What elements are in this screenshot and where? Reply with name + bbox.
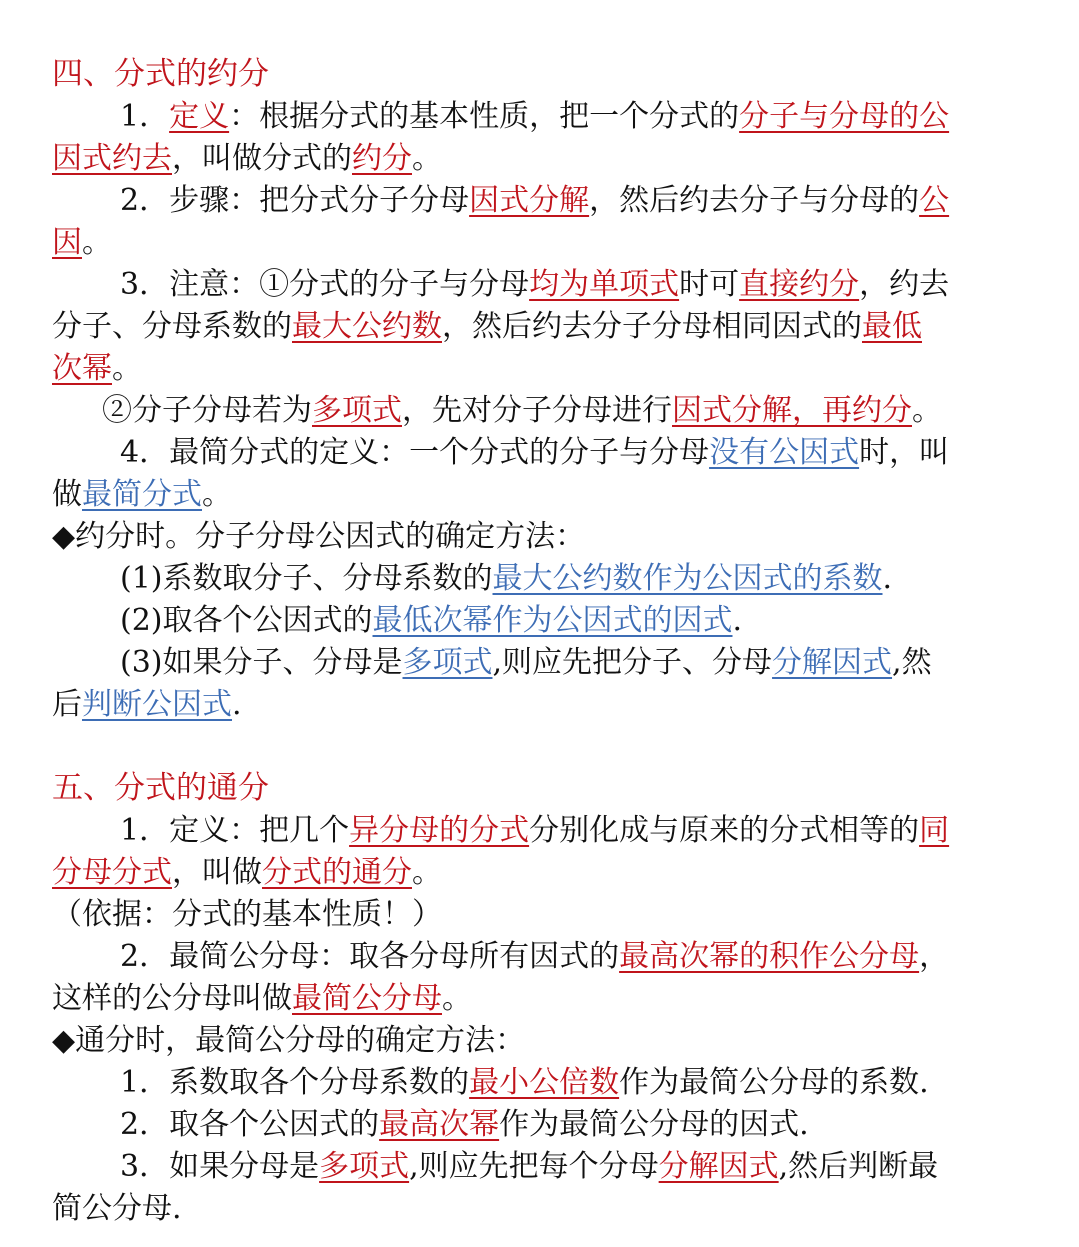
s5-line-8: 2．取各个公因式的最高次幂作为最简公分母的因式. xyxy=(120,1107,809,1142)
s5-line-7: 1．系数取各个分母系数的最小公倍数作为最简公分母的系数. xyxy=(120,1065,929,1100)
highlight-red: 多项式 xyxy=(312,393,402,428)
s5-line-10: 简公分母. xyxy=(52,1191,182,1226)
s4-line-2: 因式约去，叫做分式的约分。 xyxy=(52,141,442,176)
highlight-red: 分式的通分 xyxy=(262,855,412,890)
s4-line-15: 后判断公因式. xyxy=(52,687,242,722)
s4-line-6: 分子、分母系数的最大公约数，然后约去分子分母相同因式的最低 xyxy=(52,309,922,344)
highlight-red: 公 xyxy=(919,183,950,218)
s5-line-2: 分母分式，叫做分式的通分。 xyxy=(52,855,442,890)
s4-line-3: 2．步骤：把分式分子分母因式分解，然后约去分子与分母的公 xyxy=(120,183,950,218)
highlight-blue: 多项式 xyxy=(402,645,493,680)
highlight-red: 分母分式 xyxy=(52,855,172,890)
s4-method-heading: ◆约分时。分子分母公因式的确定方法： xyxy=(52,519,586,554)
s5-basis-note: （依据：分式的基本性质！） xyxy=(52,897,442,932)
highlight-red: 最高次幂 xyxy=(379,1107,500,1142)
highlight-red: 因式分解，再约分 xyxy=(672,393,912,428)
s5-line-1: 1．定义：把几个异分母的分式分别化成与原来的分式相等的同 xyxy=(120,813,950,848)
highlight-red: 最低 xyxy=(862,309,922,344)
highlight-red: 最小公倍数 xyxy=(469,1065,620,1100)
highlight-blue: 最简分式 xyxy=(82,477,202,512)
highlight-red: 直接约分 xyxy=(739,267,860,302)
highlight-red: 异分母的分式 xyxy=(349,813,530,848)
highlight-red: 因 xyxy=(52,225,82,260)
s4-line-10: 做最简分式。 xyxy=(52,477,232,512)
highlight-red: 最高次幂的积作公分母 xyxy=(619,939,920,974)
term-definition: 定义 xyxy=(169,99,230,134)
s5-line-9: 3．如果分母是多项式,则应先把每个分母分解因式,然后判断最 xyxy=(120,1149,939,1184)
highlight-red: 最简公分母 xyxy=(292,981,442,1016)
s4-line-5: 3．注意：①分式的分子与分母均为单项式时可直接约分，约去 xyxy=(120,267,950,302)
s4-line-7: 次幂。 xyxy=(52,351,142,386)
s4-line-8: ②分子分母若为多项式，先对分子分母进行因式分解，再约分。 xyxy=(102,393,942,428)
s5-line-5: 这样的公分母叫做最简公分母。 xyxy=(52,981,472,1016)
highlight-red: 同 xyxy=(919,813,950,848)
highlight-blue: 判断公因式 xyxy=(82,687,232,722)
highlight-red: 次幂 xyxy=(52,351,112,386)
s4-line-12: (1)系数取分子、分母系数的最大公约数作为公因式的系数. xyxy=(120,561,893,596)
highlight-red: 约分 xyxy=(352,141,412,176)
s4-line-14: (3)如果分子、分母是多项式,则应先把分子、分母分解因式,然 xyxy=(120,645,932,680)
highlight-red: 均为单项式 xyxy=(529,267,680,302)
s4-line-1: 1．定义：根据分式的基本性质，把一个分式的分子与分母的公 xyxy=(120,99,950,134)
highlight-red: 因式约去 xyxy=(52,141,172,176)
highlight-red: 分子与分母的公 xyxy=(739,99,950,134)
s4-line-13: (2)取各个公因式的最低次幂作为公因式的因式. xyxy=(120,603,743,638)
s5-method-heading: ◆通分时，最简公分母的确定方法： xyxy=(52,1023,526,1058)
section-5-heading: 五、分式的通分 xyxy=(52,770,269,806)
highlight-red: 分解因式 xyxy=(658,1149,779,1184)
highlight-red: 多项式 xyxy=(319,1149,410,1184)
s4-line-4: 因。 xyxy=(52,225,112,260)
section-spacer xyxy=(52,726,1027,766)
s4-line-9: 4．最简分式的定义：一个分式的分子与分母没有公因式时，叫 xyxy=(120,435,950,470)
highlight-blue: 最大公约数作为公因式的系数 xyxy=(492,561,883,596)
highlight-blue: 分解因式 xyxy=(772,645,893,680)
highlight-blue: 没有公因式 xyxy=(709,435,860,470)
highlight-red: 因式分解 xyxy=(469,183,590,218)
section-4-heading: 四、分式的约分 xyxy=(52,56,269,92)
s5-line-4: 2．最简公分母：取各分母所有因式的最高次幂的积作公分母， xyxy=(120,939,950,974)
highlight-red: 最大公约数 xyxy=(292,309,442,344)
highlight-blue: 最低次幂作为公因式的因式 xyxy=(372,603,733,638)
